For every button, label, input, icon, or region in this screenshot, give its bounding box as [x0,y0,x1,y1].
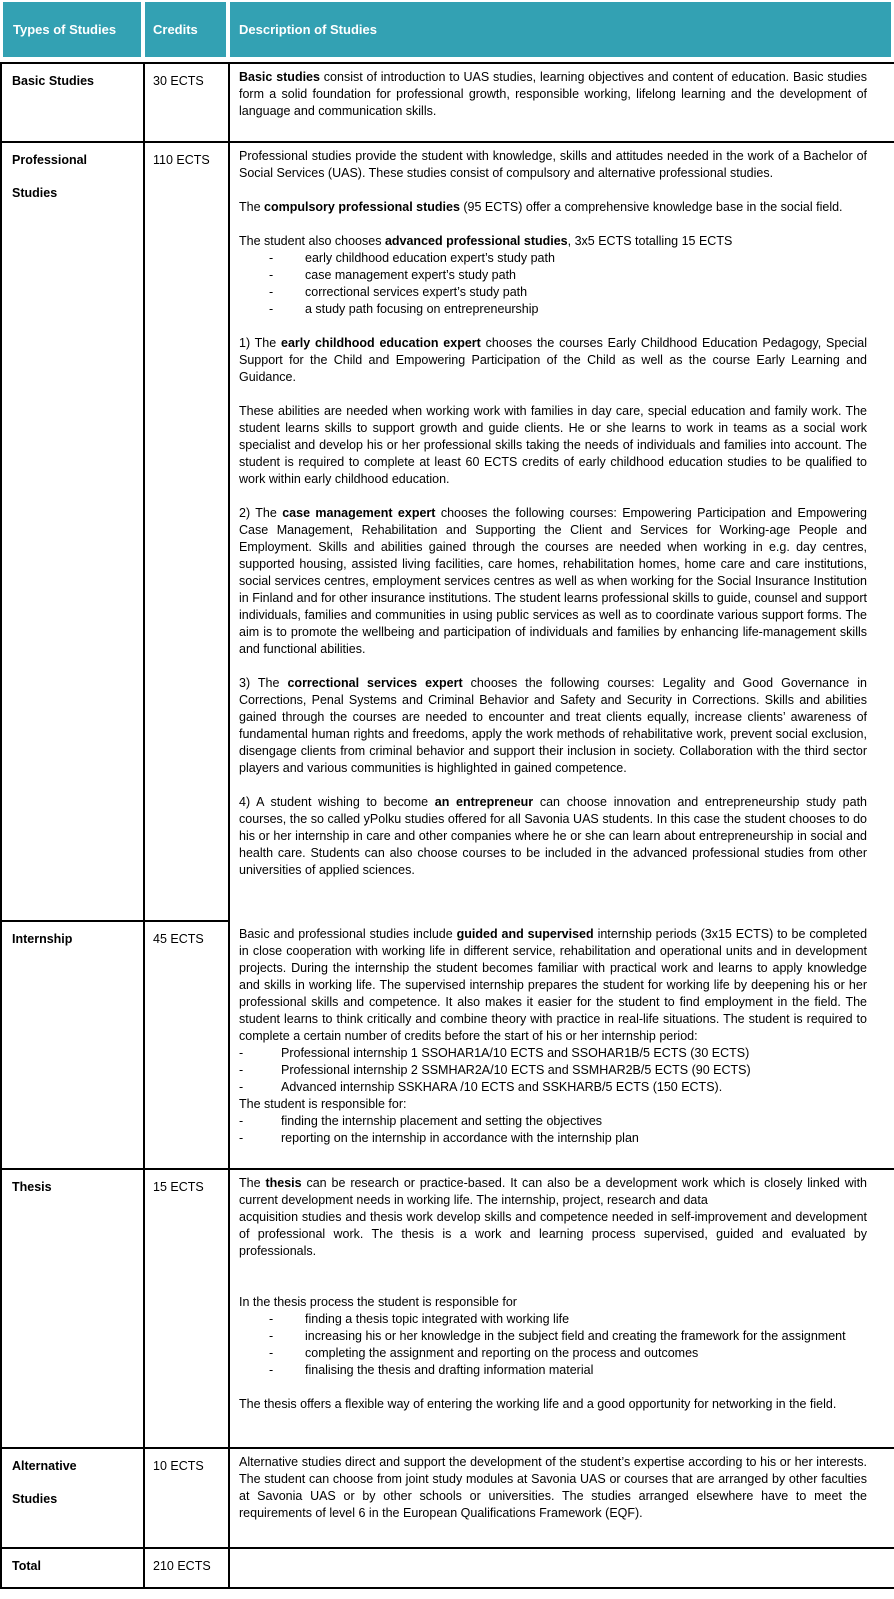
type-label: Total [12,1559,41,1573]
list-item [239,1045,867,1062]
type-label: Studies [12,186,58,200]
dash-bullet: - [269,302,274,316]
dash-bullet: - [269,1329,274,1343]
blank-line [239,658,867,675]
dash-bullet: - [239,1080,244,1094]
paragraph: The compulsory professional studies (95 ECTS) offer a comprehensive knowledge base in the social field. [239,200,843,214]
blank-line [239,182,867,199]
professional-studies-credits-cell: 110 ECTS [144,142,229,921]
professional-studies-description-cell [229,142,894,921]
table-row-thesis [1,1169,894,1448]
dash-bullet: - [239,1046,244,1060]
paragraph: The thesis can be research or practice-based. It can also be a development work which is closely linked with current development needs in working life. The internship, project, research and data acquisition studies and thesis work develop skills and competence needed in self-improvement and development of professional work. The thesis is a work and learning process supervised, guided and evaluated by professionals. [239,1176,867,1258]
thesis-type-cell [1,1169,144,1448]
internship-credits-cell: 45 ECTS [144,921,229,1169]
table-row-total [1,1548,894,1588]
header-credits: Credits [145,2,226,57]
list-item [269,1311,867,1328]
paragraph: The student also chooses advanced professional studies, 3x5 ECTS totalling 15 ECTS [239,234,733,248]
table-row-basic-studies [1,63,894,142]
basic-studies-description-cell [229,63,894,142]
list-item [269,1362,867,1379]
blank-line [239,1379,867,1396]
list-item-text: reporting on the internship in accordance with the internship plan [281,1131,639,1145]
alternative-studies-type-cell [1,1448,144,1548]
type-label: Internship [12,932,73,946]
dash-bullet: - [239,1131,244,1145]
blank-line [239,318,867,335]
list-item [239,1062,867,1079]
blank-line [239,386,867,403]
professional-studies-type-cell [1,142,144,921]
list-item-text: completing the assignment and reporting on the process and outcomes [305,1346,699,1360]
list-item-text: correctional services expert’s study path [305,285,528,299]
list-item-text: finding the internship placement and setting the objectives [281,1114,603,1128]
list-item-text: early childhood education expert’s study path [305,251,555,265]
studies-table [0,62,894,1589]
blank-line [239,777,867,794]
blank-line [239,1260,867,1277]
paragraph: 2) The case management expert chooses the following courses: Empowering Participation and Empowering Case Management, Rehabilitation and Supporting the Client and Services for Working-age People and Employment. Skills and abilities gained through the courses are needed when working in e.g. day centres, supported housing, assisted living facilities, care homes, rehabilitation homes, home care and care institutions, social services centres, employment services centres as well as when working for the Social Insurance Institution in Finland and for other insurance institutions. The student learns professional skills to guide, counsel and support individuals, families and communities in using public services as well as to coordinate various support forms. The aim is to promote the wellbeing and participation of individuals and families by enhancing life-management skills and functional abilities. [239,506,867,656]
dash-bullet: - [269,1346,274,1360]
list-item [269,1328,867,1345]
dash-bullet: - [269,1312,274,1326]
header-types-of-studies: Types of Studies [3,2,141,57]
list-item-text: a study path focusing on entrepreneurship [305,302,539,316]
internship-type-cell [1,921,144,1169]
list-item-text: increasing his or her knowledge in the subject field and creating the framework for the assignment [305,1329,846,1343]
basic-studies-type-cell [1,63,144,142]
paragraph: 4) A student wishing to become an entrepreneur can choose innovation and entrepreneurship study path courses, the so called yPolku studies offered for all Savonia UAS students. In this case the student chooses to do his or her internship in care and other companies where he or she can learn about entrepreneurship in social and health care. Students can also choose courses to be included in the advanced professional studies from other universities of applied sciences. [239,795,868,877]
paragraph: Professional studies provide the student with knowledge, skills and attitudes needed in the work of a Bachelor of Social Services (UAS). These studies consist of compulsory and alternative professional studies. [239,149,867,180]
paragraph: 1) The early childhood education expert chooses the courses Early Childhood Education Pedagogy, Special Support for the Child and Empowering Participation of the Child as well as the course Early Learning and Guidance. [239,336,867,384]
alternative-studies-description-cell [229,1448,894,1548]
thesis-credits-cell: 15 ECTS [144,1169,229,1448]
list-item-text: finalising the thesis and drafting information material [305,1363,594,1377]
list-item [239,1130,867,1147]
list-item [269,267,867,284]
blank-line [239,216,867,233]
list-item [269,284,867,301]
type-label: Alternative [12,1459,77,1473]
list-item [269,301,867,318]
dash-bullet: - [269,268,274,282]
dash-bullet: - [269,285,274,299]
paragraph: These abilities are needed when working work with families in day care, special education and family work. The student learns skills to support growth and guide clients. He or she learns to work in teams as a social work specialist and develop his or her professional skills taking the needs of individuals and families into account. The student is required to complete at least 60 ECTS credits of early childhood education studies to be qualified to work within early childhood education. [239,404,867,486]
list-item [269,250,867,267]
blank-line [239,1277,867,1294]
paragraph: Alternative studies direct and support the development of the student’s expertise according to his or her interests. The student can choose from joint study modules at Savonia UAS or courses that are arranged by other faculties at Savonia UAS or by other schools or universities. The studies arranged elsewhere have to meet the requirements of level 6 in the European Qualifications Framework (EQF). [239,1455,867,1520]
list-item [239,1079,867,1096]
paragraph: In the thesis process the student is responsible for [239,1295,517,1309]
type-label: Basic Studies [12,74,94,88]
list-item [239,1113,867,1130]
table-row-professional-studies [1,142,894,921]
type-label: Professional [12,153,88,167]
total-description-cell [229,1548,894,1588]
table-header-row [3,2,891,57]
paragraph: Basic studies consist of introduction to UAS studies, learning objectives and content of education. Basic studies form a solid foundation for professional growth, responsible working, lifelong learning and the development of language and communication skills. [239,70,867,118]
basic-studies-credits-cell: 30 ECTS [144,63,229,142]
dash-bullet: - [239,1063,244,1077]
dash-bullet: - [269,251,274,265]
paragraph: The thesis offers a flexible way of entering the working life and a good opportunity for networking in the field. [239,1397,837,1411]
blank-line [239,488,867,505]
internship-description-cell [229,921,894,1169]
list-item [269,1345,867,1362]
list-item-text: finding a thesis topic integrated with working life [305,1312,570,1326]
list-item-text: Advanced internship SSKHARA /10 ECTS and SSKHARB/5 ECTS (150 ECTS). [281,1080,723,1094]
table-row-alternative-studies [1,1448,894,1548]
total-type-cell [1,1548,144,1588]
dash-bullet: - [239,1114,244,1128]
alternative-studies-credits-cell: 10 ECTS [144,1448,229,1548]
list-item-text: Professional internship 2 SSMHAR2A/10 ECTS and SSMHAR2B/5 ECTS (90 ECTS) [281,1063,751,1077]
paragraph: 3) The correctional services expert chooses the following courses: Legality and Good Governance in Corrections, Penal Systems and Criminal Behavior and Safety and Security in Corrections. Skills and abilities gained through the courses are needed to encounter and treat clients equally, increase clients’ awareness of fundamental human rights and freedoms, apply the work methods of rehabilitative work, prevent social exclusion, disengage clients from criminal behavior and support their inclusion in society. Collaboration with the third sector players and various communities is highlighted in gained competence. [239,676,868,775]
type-label: Studies [12,1492,58,1506]
thesis-description-cell [229,1169,894,1448]
table-row-internship [1,921,894,1169]
total-credits-cell: 210 ECTS [144,1548,229,1588]
paragraph: Basic and professional studies include guided and supervised internship periods (3x15 ECTS) to be completed in close cooperation with working life in different service, rehabilitation and operational units and in development projects. During the internship the student becomes familiar with practical work and learns to apply knowledge and skills in working life. The supervised internship prepares the student for working life by deepening his or her professional skills and competence. It also makes it easier for the student to find employment in the field. The student learns to think critically and combine theory with practice in real-life situations. The student is required to complete a certain number of credits before the start of his or her internship period: [239,927,868,1043]
list-item-text: Professional internship 1 SSOHAR1A/10 ECTS and SSOHAR1B/5 ECTS (30 ECTS) [281,1046,750,1060]
list-item-text: case management expert’s study path [305,268,517,282]
study-structure-document [0,2,894,1589]
dash-bullet: - [269,1363,274,1377]
type-label: Thesis [12,1180,52,1194]
header-description-of-studies: Description of Studies [230,2,891,57]
paragraph: The student is responsible for: [239,1097,407,1111]
